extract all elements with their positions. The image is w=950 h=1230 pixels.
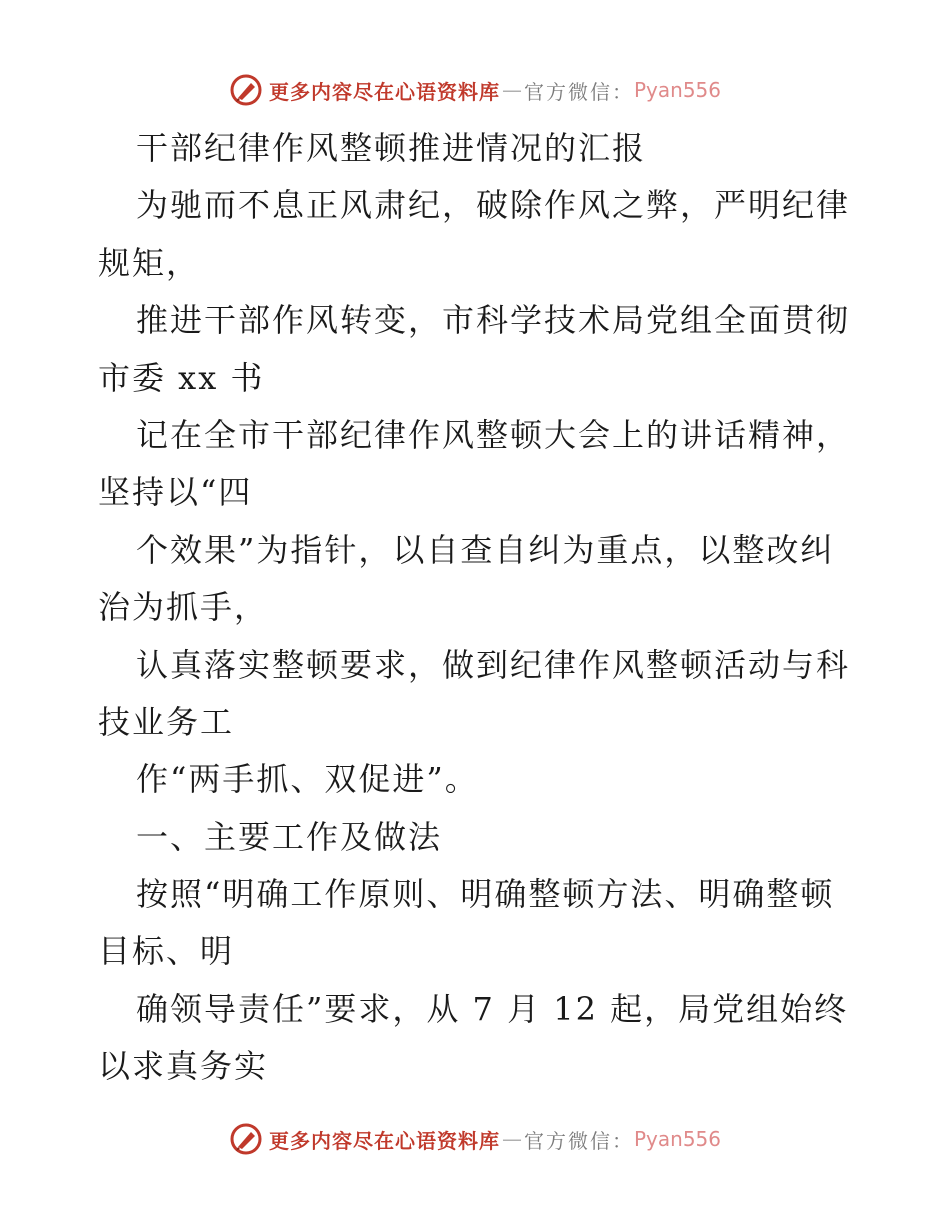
- watermark-account: Pyan556: [633, 1127, 721, 1151]
- watermark-separator: —: [501, 78, 522, 102]
- paragraph-line: 记在全市干部纪律作风整顿大会上的讲话精神，: [136, 415, 851, 454]
- paragraph-line: 个效果”为指针，以自查自纠为重点，以整改纠: [136, 530, 835, 569]
- pen-logo-icon: [229, 1122, 263, 1156]
- paragraph-line: 技业务工: [98, 702, 235, 741]
- document-title: 干部纪律作风整顿推进情况的汇报: [136, 129, 647, 167]
- watermark-separator: —: [501, 1127, 522, 1151]
- paragraph-line: 以求真务实: [98, 1047, 269, 1086]
- paragraph-line: 认真落实整顿要求，做到纪律作风整顿活动与科: [136, 645, 851, 684]
- paragraph-line: 推进干部作风转变，市科学技术局党组全面贯彻: [136, 301, 851, 340]
- watermark-account: Pyan556: [633, 78, 721, 102]
- footer-watermark: [0, 1119, 950, 1159]
- watermark-official-label: 官方微信：: [523, 79, 634, 104]
- paragraph-line: 确领导责任”要求，从 7 月 12 起，局党组始终: [136, 989, 849, 1028]
- paragraph-line: 治为抓手，: [98, 588, 269, 627]
- paragraph-line: 为驰而不息正风肃纪，破除作风之弊，严明纪律: [136, 186, 851, 225]
- header-watermark: [0, 70, 950, 110]
- paragraph-line: 市委 xx 书: [98, 358, 265, 397]
- pen-logo-icon: [229, 73, 263, 107]
- paragraph-line: 按照“明确工作原则、明确整顿方法、明确整顿: [136, 875, 835, 914]
- document-body: [98, 120, 858, 1096]
- watermark-brand: 更多内容尽在心语资料库: [268, 79, 500, 104]
- paragraph-line: 坚持以“四: [98, 473, 253, 512]
- paragraph-line: 目标、明: [98, 932, 235, 971]
- watermark-official-label: 官方微信：: [523, 1128, 634, 1153]
- paragraph-line: 规矩，: [98, 243, 201, 282]
- paragraph-line: 作“两手抓、双促进”。: [136, 760, 479, 799]
- section-heading: 一、主要工作及做法: [136, 817, 443, 856]
- watermark-brand: 更多内容尽在心语资料库: [268, 1128, 500, 1153]
